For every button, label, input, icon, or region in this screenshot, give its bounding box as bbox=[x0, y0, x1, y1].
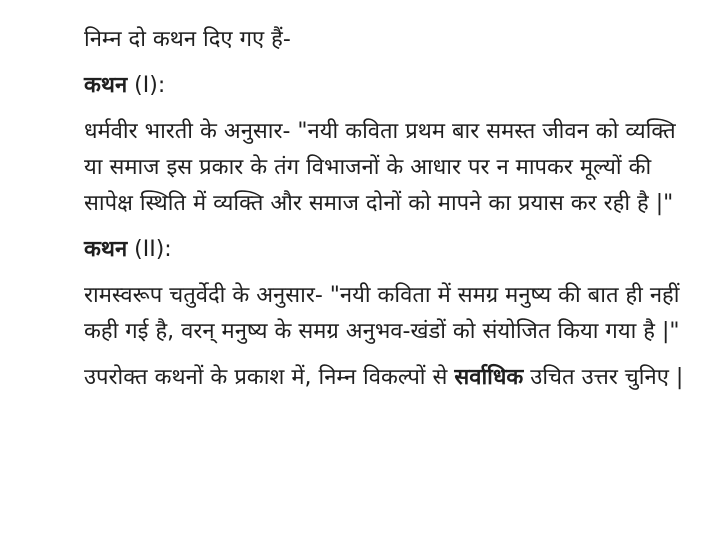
statement-2-label-number: (II): bbox=[127, 237, 172, 262]
instruction-emphasis: सर्वाधिक bbox=[454, 365, 524, 390]
statement-2-text: रामस्वरूप चतुर्वेदी के अनुसार- "नयी कविता में समग्र मनुष्य की बात ही नहीं कही गई है, वरन् मनुष्य के समग्र अनुभव-खंडों को संयोजित किया गया है |" bbox=[84, 283, 680, 344]
intro-text: निम्न दो कथन दिए गए हैं- bbox=[84, 27, 291, 52]
statement-2-label-word: कथन bbox=[84, 237, 128, 262]
instruction-after: उचित उत्तर चुनिए | bbox=[523, 365, 684, 390]
statement-1-text: धर्मवीर भारती के अनुसार- "नयी कविता प्रथम बार समस्त जीवन को व्यक्ति या समाज इस प्रकार के तंग विभाजनों के आधार पर न मापकर मूल्यों की सापेक्ष स्थिति में व्यक्ति और समाज दोनों को मापने का प्रयास कर रही है |" bbox=[84, 119, 676, 216]
statement-2-label bbox=[84, 232, 696, 268]
statement-1-label-number: (I): bbox=[127, 73, 166, 98]
instruction-text bbox=[84, 360, 696, 396]
instruction-before: उपरोक्त कथनों के प्रकाश में, निम्न विकल्पों से bbox=[84, 365, 455, 390]
question-content bbox=[84, 22, 696, 406]
statement-1-label-word: कथन bbox=[84, 73, 128, 98]
statement-1-label bbox=[84, 68, 696, 104]
